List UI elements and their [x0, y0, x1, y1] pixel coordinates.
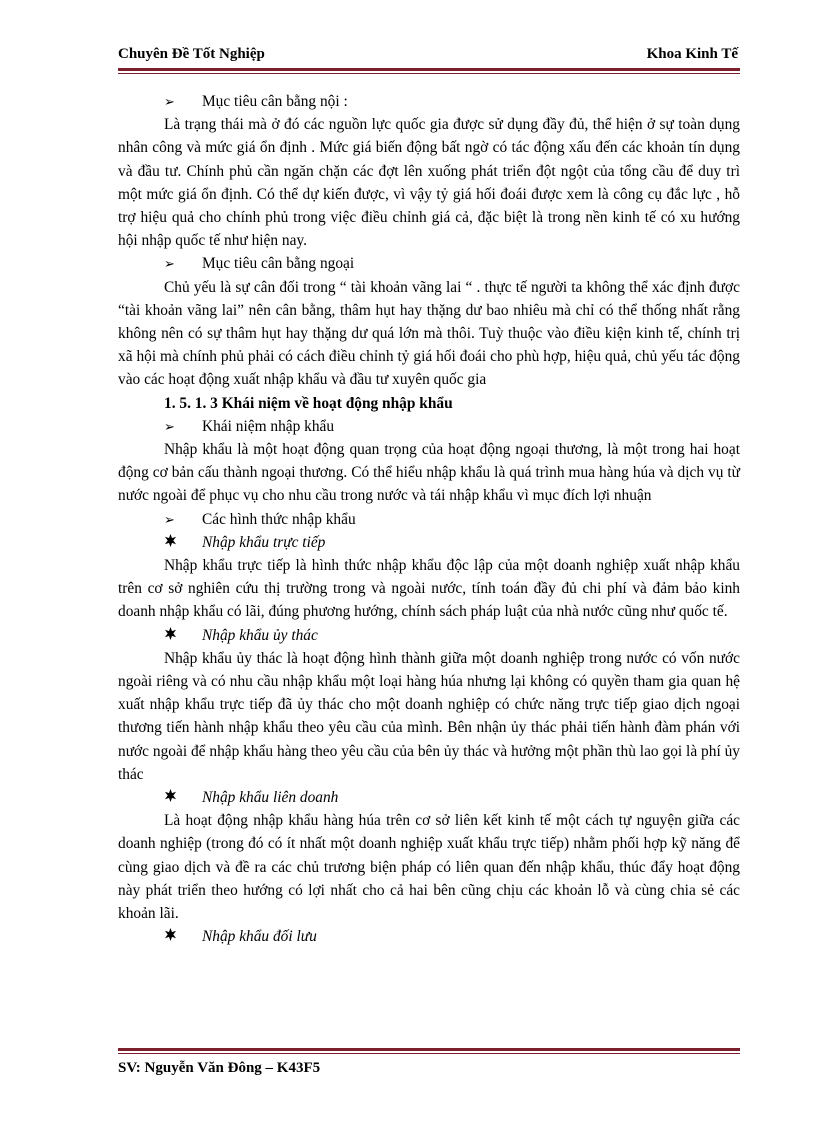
sub-bullet-text: Nhập khẩu ủy thác	[202, 626, 318, 644]
star-bullet-icon	[164, 531, 202, 554]
page-header	[118, 46, 738, 68]
paragraph: Nhập khẩu ủy thác là hoạt động hình thành giữa một doanh nghiệp trong nước có vốn nước ngoài riêng và có nhu cầu nhập khẩu một loại hàng húa nhưng lại không có quyền tham gia quan hệ xuất nhập khẩu trực tiếp đã ủy thác cho một doanh nghiệp có chức năng trực tiếp giao dịch ngoại thương tiến hành nhập khẩu theo yêu cầu của mình. Bên nhận ủy thác phải tiến hành đàm phán với nước ngoài để nhập khẩu hàng theo yêu cầu của bên ủy thác và hưởng một phần thù lao gọi là phí ủy thác	[118, 649, 740, 783]
bullet-text: Mục tiêu cân bằng ngoại	[202, 255, 355, 273]
bullet-text: Mục tiêu cân bằng nội :	[202, 93, 348, 110]
sub-bullet-item	[118, 786, 740, 809]
sub-bullet-item	[118, 624, 740, 647]
arrowhead-bullet-icon: ➢	[164, 94, 175, 109]
arrowhead-bullet-icon: ➢	[164, 511, 175, 527]
footer-rule-thick	[118, 1048, 740, 1051]
paragraph: Nhập khẩu trực tiếp là hình thức nhập khẩu độc lập của một doanh nghiệp xuất nhập khẩu trên cơ sở nghiên cứu thị trường trong và ngoài nước, tính toán đầy đủ chi phí và đảm bảo kinh doanh nhập khẩu có lãi, đúng phương hướng, chính sách pháp luật của nhà nước cũng như quốc tế.	[118, 556, 740, 621]
header-rule-thin	[118, 73, 740, 74]
header-faculty: Khoa Kinh Tế	[646, 46, 738, 62]
star-bullet-icon	[164, 786, 202, 809]
bullet-text: Các hình thức nhập khẩu	[202, 510, 356, 528]
paragraph: Là trạng thái mà ở đó các nguồn lực quốc gia được sử dụng đầy đủ, thể hiện ở sự toàn dụng nhân công và mức giá ổn định . Mức giá biến động bất ngờ có tác động xấu đến các khoản tín dụng và đầu tư. Chính phủ cần ngăn chặn các đợt lên xuống phát triển đột ngột của tổng cầu để duy trì một mức giá ổn định. Có thể dự kiến được, vì vậy tỷ giá hối đoái được xem là công cụ đắc lực , hỗ trợ hiệu quả cho chính phủ trong việc điều chỉnh giá cả, đặc biệt là trong nền kinh tế có xu hướng hội nhập quốc tế như hiện nay.	[118, 116, 740, 250]
bullet-text: Khái niệm nhập khẩu	[202, 417, 335, 435]
paragraph: Là hoạt động nhập khẩu hàng húa trên cơ sở liên kết kinh tế một cách tự nguyện giữa các doanh nghiệp (trong đó có ít nhất một doanh nghiệp xuất khẩu trực tiếp) nhằm phối hợp kỹ năng để cùng giao dịch và đề ra các chủ trương biện pháp có liên quan đến nhập khẩu, thúc đẩy hoạt động này phát triển theo hướng có lợi nhất cho cả hai bên cũng chịu các khoản lỗ và cùng chia sẻ các khoản lãi.	[118, 812, 740, 922]
sub-bullet-text: Nhập khẩu trực tiếp	[202, 533, 326, 551]
sub-bullet-item	[118, 531, 740, 554]
sub-bullet-text: Nhập khẩu liên doanh	[202, 789, 339, 806]
header-title: Chuyên Đề Tốt Nghiệp	[118, 46, 265, 62]
page-footer: SV: Nguyễn Văn Đông – K43F5	[118, 1060, 321, 1076]
bullet-item	[118, 508, 740, 531]
header-rule-thick	[118, 68, 740, 71]
bullet-item	[118, 252, 740, 275]
sub-bullet-text: Nhập khẩu đối lưu	[202, 928, 317, 946]
star-bullet-icon	[164, 624, 202, 647]
bullet-item	[118, 415, 740, 438]
bullet-item	[118, 90, 740, 113]
sub-bullet-item	[118, 925, 740, 948]
paragraph: Chủ yếu là sự cân đối trong “ tài khoản vãng lai “ . thực tế người ta không thể xác định được “tài khoản vãng lai” nên cân bằng, thâm hụt hay thặng dư bao nhiêu mà chỉ có thể thống nhất rằng không nên có sự thâm hụt hay thặng dư quá lớn mà thôi. Tuỳ thuộc vào điều kiện kinh tế, chính trị xã hội mà chính phủ phải có cách điều chỉnh tỷ giá hối đoái cho phù hợp, hiệu quả, chủ yếu tác động vào các hoạt động xuất nhập khẩu và đầu tư xuyên quốc gia	[118, 278, 740, 389]
section-heading: 1. 5. 1. 3 Khái niệm về hoạt động nhập khẩu	[164, 394, 453, 412]
arrowhead-bullet-icon: ➢	[164, 418, 175, 434]
footer-rule-thin	[118, 1053, 740, 1054]
star-bullet-icon	[164, 925, 202, 948]
document-body	[118, 90, 740, 948]
paragraph: Nhập khẩu là một hoạt động quan trọng của hoạt động ngoại thương, là một trong hai hoạt động cơ bản cấu thành ngoại thương. Có thể hiểu nhập khẩu là quá trình mua hàng húa và dịch vụ từ nước ngoài để phục vụ cho nhu cầu trong nước và tái nhập khẩu vì mục đích lợi nhuận	[118, 441, 740, 505]
arrowhead-bullet-icon: ➢	[164, 256, 175, 272]
